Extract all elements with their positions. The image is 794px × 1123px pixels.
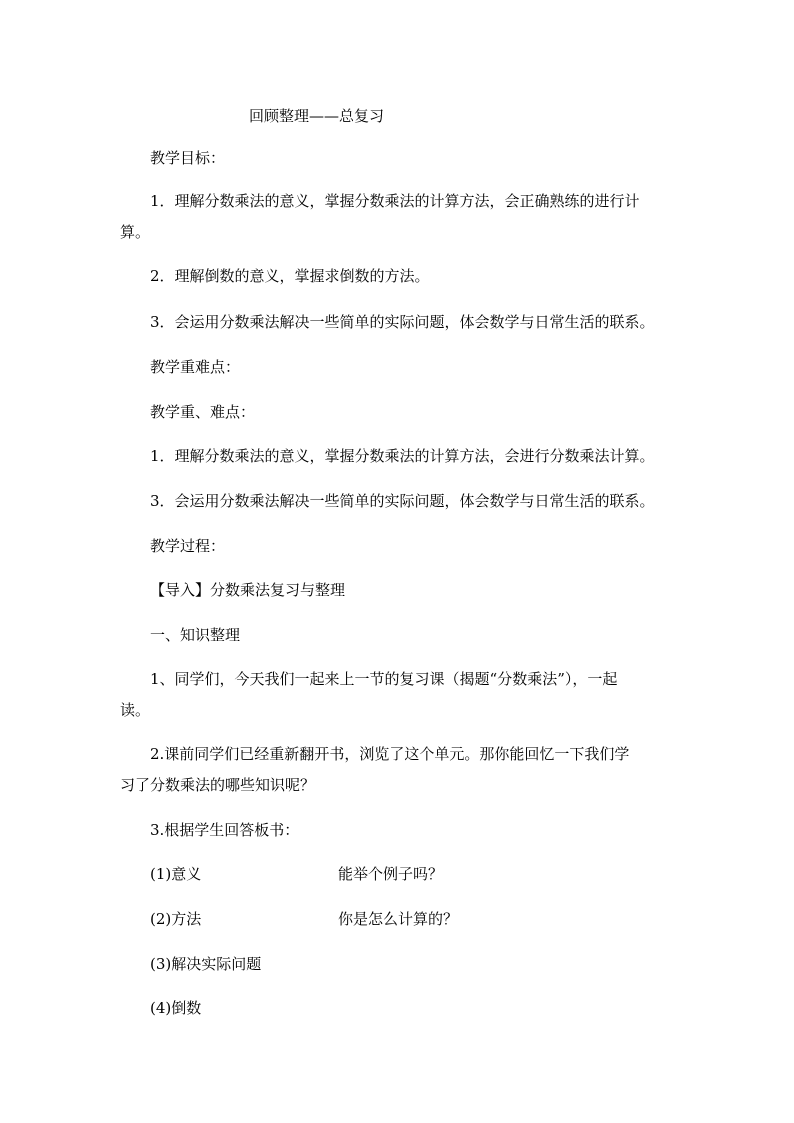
- key-difficult-heading: 教学重、难点：: [150, 403, 256, 421]
- board-item-3: (3)解决实际问题: [150, 955, 262, 973]
- step-1-line-2: 读。: [120, 701, 151, 719]
- objective-3: 3．会运用分数乘法解决一些简单的实际问题，体会数学与日常生活的联系。: [150, 313, 655, 331]
- board-item-1: (1)意义: [150, 865, 202, 883]
- objective-1-line-2: 算。: [120, 223, 151, 241]
- step-2-line-2: 习了分数乘法的哪些知识呢？: [120, 776, 316, 794]
- part-1-heading: 一、知识整理: [150, 626, 241, 644]
- step-2-line-1: 2.课前同学们已经重新翻开书，浏览了这个单元。那你能回忆一下我们学: [150, 745, 630, 763]
- page-title: 回顾整理——总复习: [249, 107, 385, 125]
- step-3: 3.根据学生回答板书：: [150, 821, 300, 839]
- intro-heading: 【导入】分数乘法复习与整理: [150, 581, 346, 599]
- board-note-1: 能举个例子吗？: [338, 865, 444, 883]
- step-1-line-1: 1、同学们，今天我们一起来上一节的复习课（揭题“分数乘法”），一起: [150, 670, 618, 688]
- process-heading: 教学过程：: [150, 537, 226, 555]
- key-point-3: 3．会运用分数乘法解决一些简单的实际问题，体会数学与日常生活的联系。: [150, 492, 655, 510]
- key-point-1: 1．理解分数乘法的意义，掌握分数乘法的计算方法，会进行分数乘法计算。: [150, 447, 655, 465]
- objective-1-line-1: 1．理解分数乘法的意义，掌握分数乘法的计算方法，会正确熟练的进行计: [150, 192, 640, 210]
- board-item-4: (4)倒数: [150, 999, 202, 1017]
- key-points-heading: 教学重难点：: [150, 358, 241, 376]
- objective-2: 2．理解倒数的意义，掌握求倒数的方法。: [150, 267, 430, 285]
- objectives-heading: 教学目标：: [150, 149, 226, 167]
- board-note-2: 你是怎么计算的？: [338, 910, 459, 928]
- board-item-2: (2)方法: [150, 910, 202, 928]
